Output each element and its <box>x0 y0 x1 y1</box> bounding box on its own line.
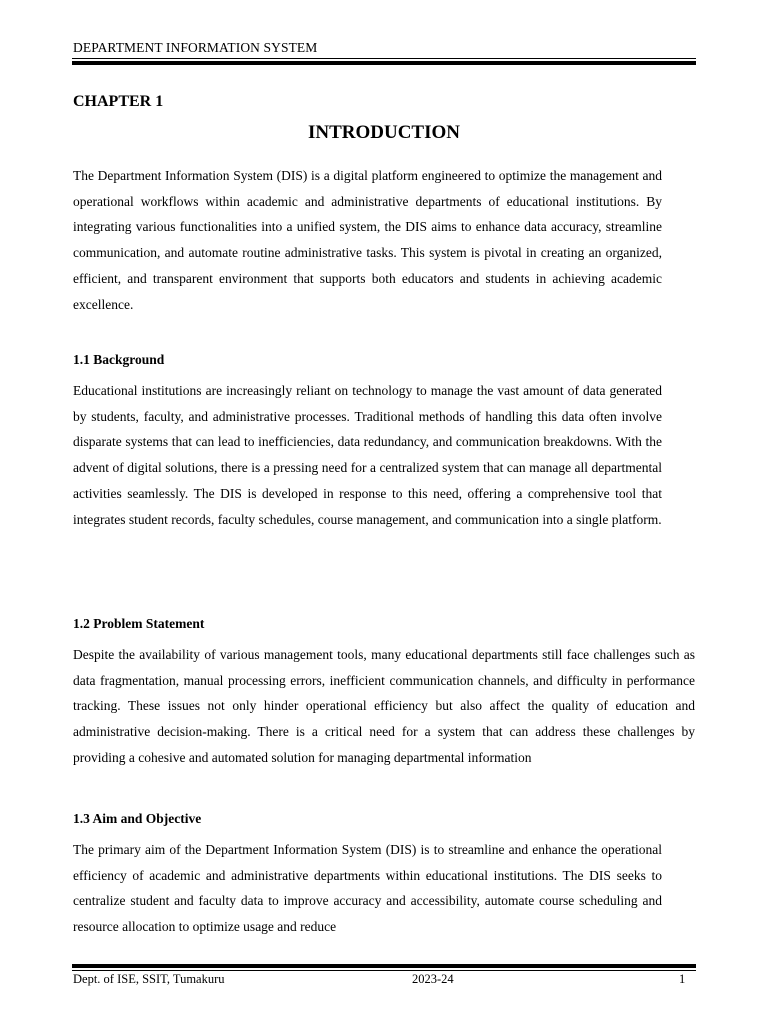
footer-rule-thick <box>72 964 696 968</box>
section-paragraph-aim-objective: The primary aim of the Department Information System (DIS) is to streamline and enhance the operational efficiency of academic and administrative departments within educational institutions. The DIS seeks to centralize student and faculty data to improve accuracy and accessibility, automate course scheduling and resource allocation to optimize usage and reduce <box>73 842 662 935</box>
footer-academic-year: 2023-24 <box>412 972 454 986</box>
footer-page-number: 1 <box>679 972 686 986</box>
intro-paragraph: The Department Information System (DIS) is a digital platform engineered to optimize the management and operational workflows within academic and administrative departments of educational institutions. By integrating various functionalities into a unified system, the DIS aims to enhance data accuracy, streamline communication, and automate routine administrative tasks. This system is pivotal in creating an organized, efficient, and transparent environment that supports both educators and students in achieving academic excellence. <box>73 168 662 312</box>
running-header-title: DEPARTMENT INFORMATION SYSTEM <box>73 40 318 55</box>
section-heading-problem-statement: 1.2 Problem Statement <box>73 616 205 631</box>
section-paragraph-background: Educational institutions are increasingly reliant on technology to manage the vast amount of data generated by students, faculty, and administrative processes. Traditional methods of handling this data often involve disparate systems that can lead to inefficiencies, data redundancy, and communication breakdowns. With the advent of digital solutions, there is a pressing need for a centralized system that can manage all departmental activities seamlessly. The DIS is developed in response to this need, offering a comprehensive tool that integrates student records, faculty schedules, course management, and communication into a single platform. <box>73 383 662 527</box>
chapter-title: INTRODUCTION <box>307 122 461 143</box>
footer-rule-thin <box>72 970 696 971</box>
section-heading-background: 1.1 Background <box>73 352 165 367</box>
header-rule-thin <box>72 58 696 59</box>
chapter-label: CHAPTER 1 <box>73 93 164 110</box>
footer-department: Dept. of ISE, SSIT, Tumakuru <box>73 972 225 986</box>
section-paragraph-problem-statement: Despite the availability of various management tools, many educational departments still face challenges such as data fragmentation, manual processing errors, inefficient communication channels, and difficulty in performance tracking. These issues not only hinder operational efficiency but also affect the quality of education and administrative decision-making. There is a critical need for a system that can address these challenges by providing a cohesive and automated solution for managing departmental information <box>73 647 695 765</box>
section-heading-aim-objective: 1.3 Aim and Objective <box>73 811 202 826</box>
header-rule-thick <box>72 61 696 65</box>
